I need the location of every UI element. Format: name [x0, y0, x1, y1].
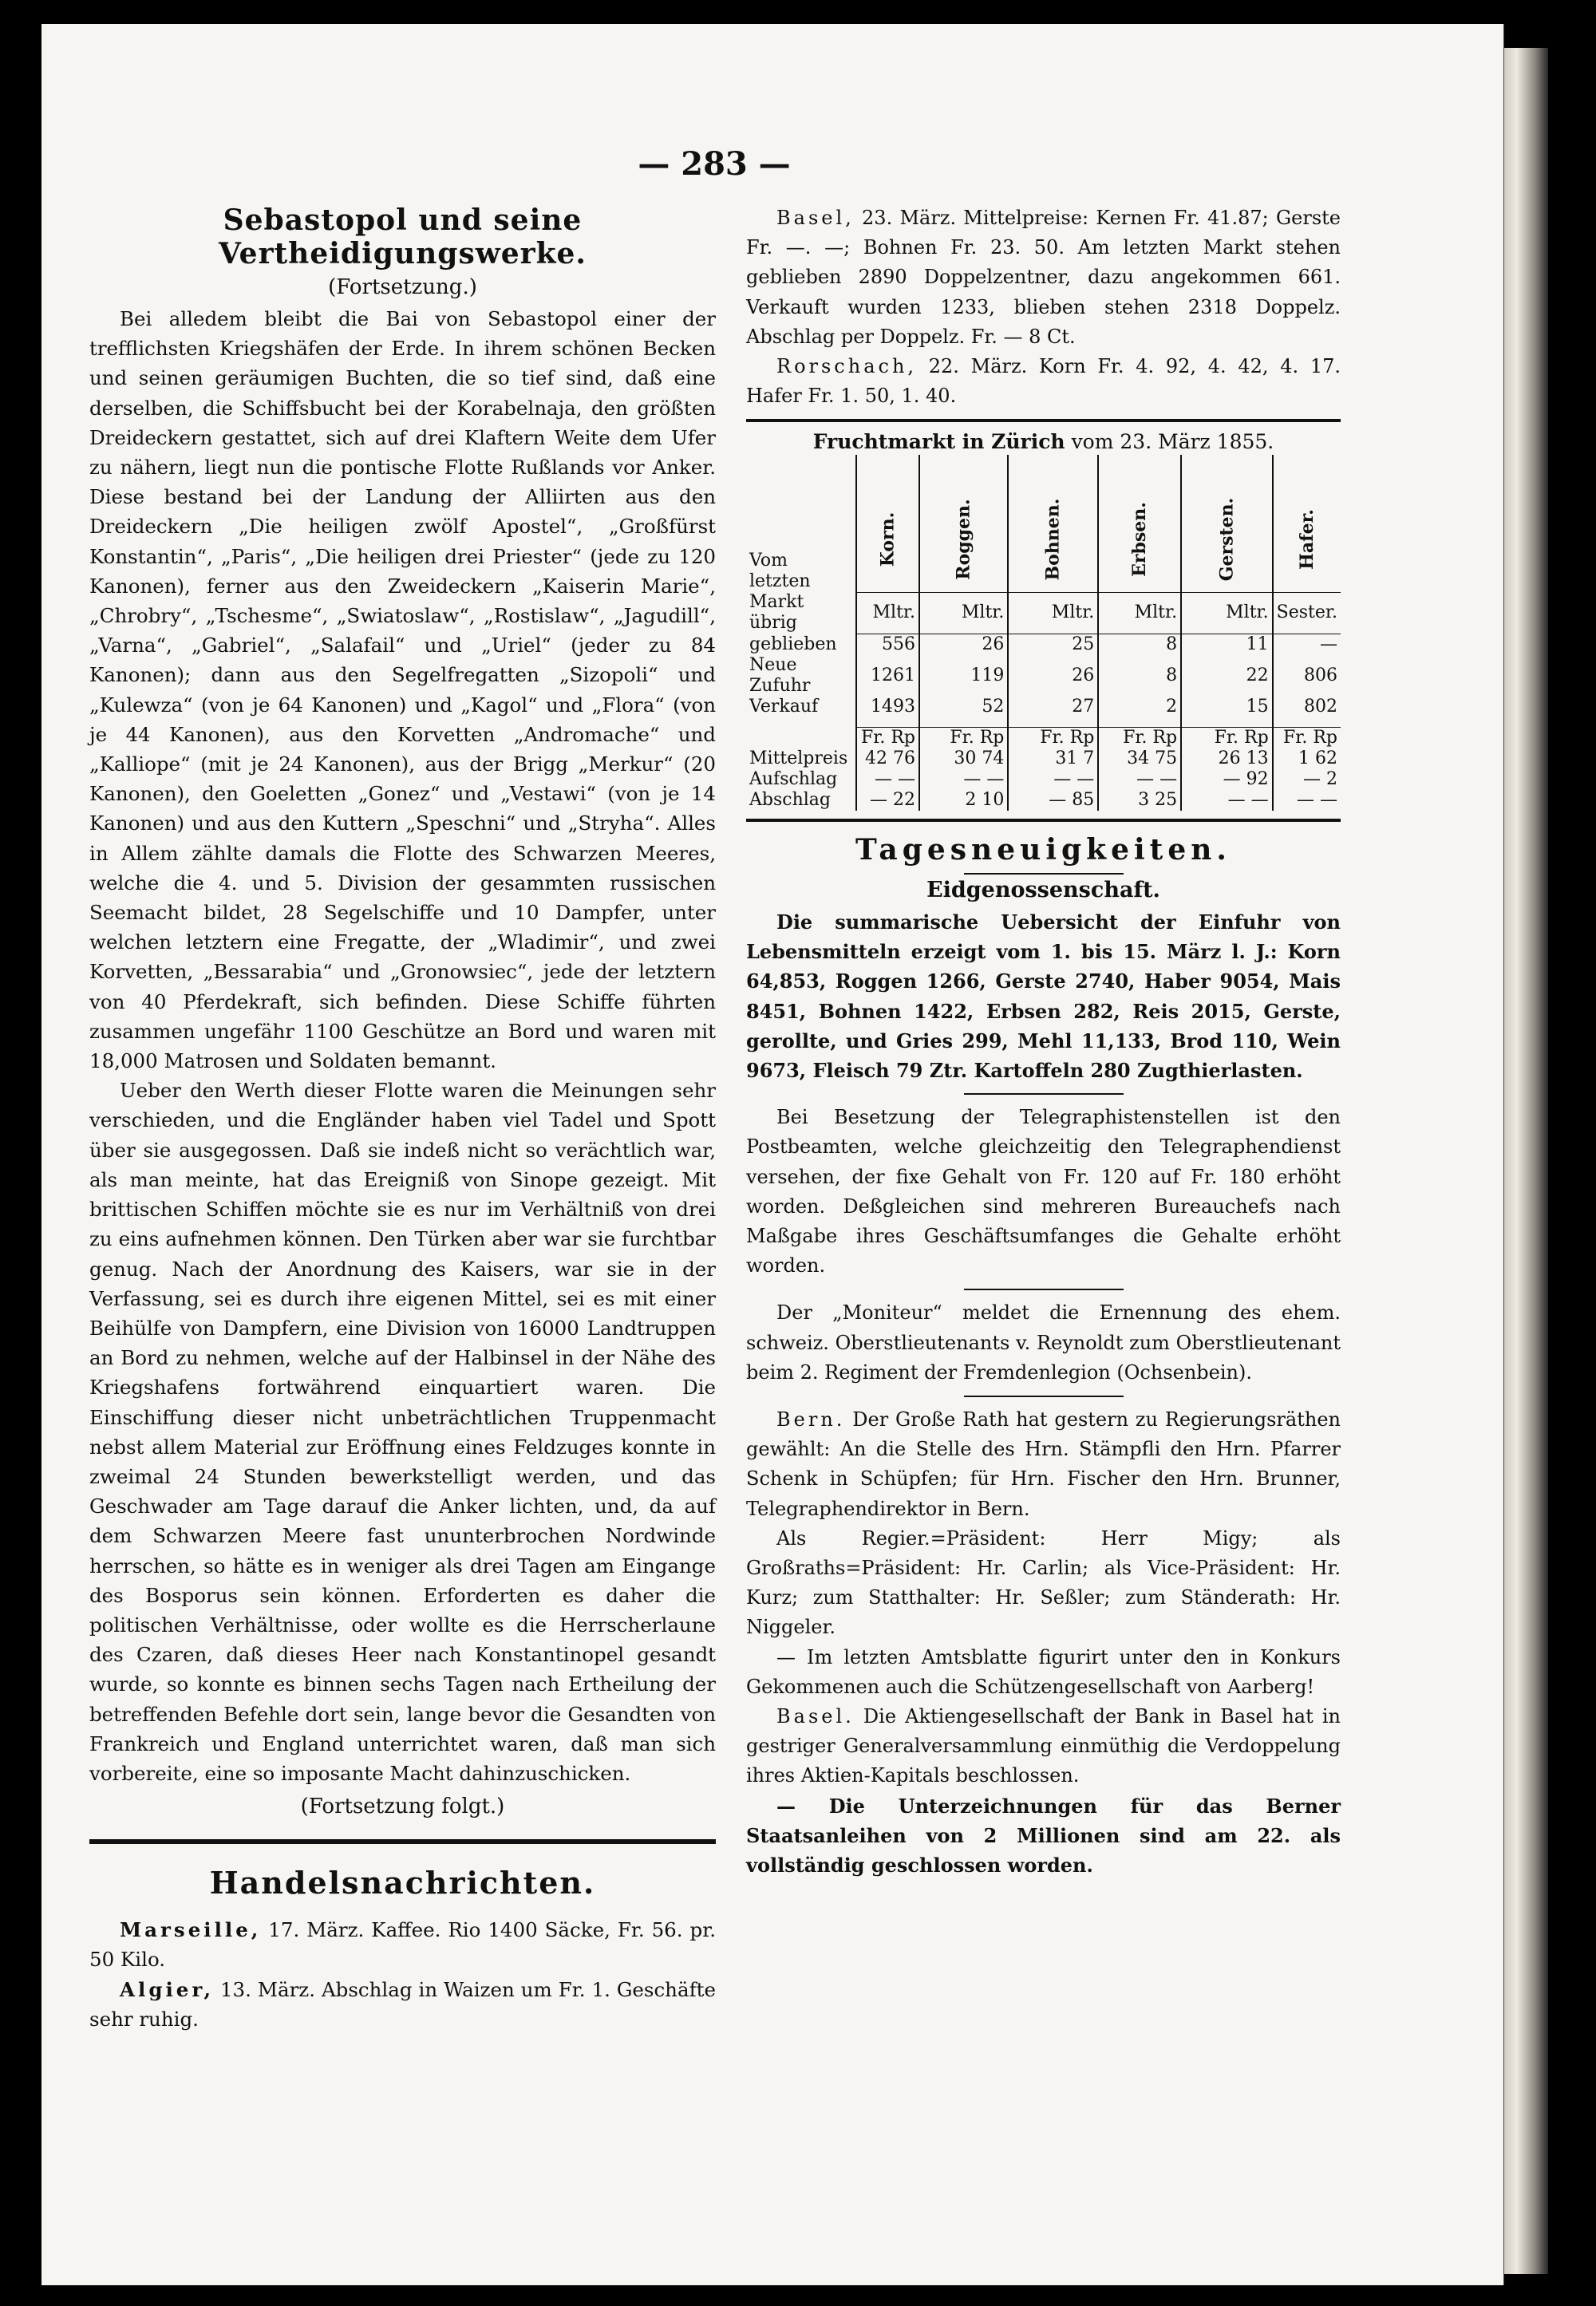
row-label: Markt übrig — [749, 592, 804, 634]
table-cell: 52 — [919, 697, 1008, 717]
unit-cell: Sester. — [1273, 592, 1341, 634]
page-number: — 283 — — [638, 145, 791, 183]
table-cell: — 2 — [1273, 769, 1341, 790]
rorschach-text: 22. März. Korn Fr. 4. 92, 4. 42, 4. 17. Hafer Fr. 1. 50, 1. 40. — [746, 355, 1341, 408]
market-unit-row — [746, 592, 1341, 634]
basel-place: Basel, — [776, 207, 855, 229]
trade-news-title: Handelsnachrichten. — [209, 1865, 596, 1901]
table-cell: 30 74 — [919, 748, 1008, 769]
unit-cell: Mltr. — [919, 592, 1008, 634]
market-frrp-row — [746, 727, 1341, 748]
market-col-header: Roggen. — [919, 455, 1008, 551]
table-cell: 1 62 — [1273, 748, 1341, 769]
table-cell: — — — [919, 769, 1008, 790]
eidg-paragraph: Die summarische Uebersicht der Einfuhr von Lebensmitteln erzeigt vom 1. bis 15. März l. J.: Korn 64,853, Roggen 1266, Gerste 2740, Haber 9054, Mais 8451, Bohnen 1422, Erbsen 282, Reis 2015, Gerste, gerollte, und Gries 299, Mehl 11,133, Brod 110, Wein 9673, Fleisch 79 Ztr. Kartoffeln 280 Zugthierlasten. — [746, 910, 1341, 1082]
table-cell: 22 — [1181, 655, 1273, 697]
bern-paragraph-2: Als Regier.=Präsident: Herr Migy; als Großraths=Präsident: Hr. Carlin; als Vice-Präsident: Hr. Kurz; zum Statthalter: Hr. Seßler; zum Ständerath: Hr. Niggeler. — [746, 1526, 1341, 1639]
fruit-market-table — [746, 455, 1341, 811]
eidg-title: Eidgenossenschaft. — [926, 877, 1160, 902]
trade-item-place: Algier, — [120, 1977, 214, 2001]
table-cell: — 22 — [856, 790, 919, 811]
bern-loan-paragraph: — Die Unterzeichnungen für das Berner Staatsanleihen von 2 Millionen sind am 22. als vollständig geschlossen worden. — [746, 1794, 1341, 1878]
telegraph-paragraph: Bei Besetzung der Telegraphistenstellen ist den Postbeamten, welche gleichzeitig den Telegraphendienst versehen, der fixe Gehalt von Fr. 120 auf Fr. 180 erhöht worden. Deßgleichen sind mehreren Bureauchefs nach Maßgabe ihres Geschäftsumfanges die Gehalte erhöht worden. — [746, 1106, 1341, 1277]
table-cell: 3 25 — [1098, 790, 1181, 811]
table-cell: 1493 — [856, 697, 919, 717]
unit-cell: Fr. Rp — [1181, 727, 1273, 748]
article-paragraph: Bei alledem bleibt die Bai von Sebastopol einer der trefflichsten Kriegshäfen der Erde. In ihrem schönen Becken und seinen geräumigen Buchten, die so tief sind, daß eine derselben, die Schiffsbucht bei der Korabelnaja, den größten Dreideckern gestattet, sich auf drei Klaftern Weite dem Ufer zu nähern, liegt nun die pontische Flotte Rußlands vor Anker. Diese bestand bei der Landung der Alliirten aus den Dreideckern „Die heiligen zwölf Apostel“, „Großfürst Konstantin“, „Paris“, „Die heiligen drei Priester“ (jede zu 120 Kanonen), ferner aus den Zweideckern „Kaiserin Marie“, „Chrobry“, „Tschesme“, „Swiatoslaw“, „Rostislaw“, „Jagudill“, „Varna“, „Gabriel“, „Salafail“ und „Uriel“ (jeder zu 84 Kanonen); dann aus den Segelfregatten „Sizopoli“ und „Kulewza“ (von je 64 Kanonen) und „Kagol“ und „Flora“ (von je 44 Kanonen), aus den Korvetten „Andromache“ und „Kalliope“ (mit je 24 Kanonen), aus der Brigg „Merkur“ (20 Kanonen), den Goeletten „Gonez“ und „Vestawi“ (von je 14 Kanonen) und aus den Kuttern „Speschni“ und „Stryha“. Alles in Allem zählte damals die Flotte des Schwarzen Meeres, welche die 4. und 5. Division der gesammten russischen Seemacht bildet, 28 Segelschiffe und 10 Dampfer, unter welchen letztern eine Fregatte, der „Wladimir“, und zwei Korvetten, „Bessarabia“ und „Gronowsiec“, jede der letztern von 40 Pferdekraft, sich befinden. Diese Schiffe führten zusammen ungefähr 1100 Geschütze an Bord und waren mit 18,000 Matrosen und Soldaten bemannt. — [89, 307, 716, 1073]
table-cell: 8 — [1098, 634, 1181, 655]
market-price-row — [746, 748, 1341, 769]
bern-place: Bern. — [776, 1408, 846, 1431]
trade-item-text: 13. März. Abschlag in Waizen um Fr. 1. Geschäfte sehr ruhig. — [89, 1977, 716, 2031]
table-cell: 31 7 — [1008, 748, 1098, 769]
table-cell: 11 — [1181, 634, 1273, 655]
table-cell: 8 — [1098, 655, 1181, 697]
unit-cell: Mltr. — [1181, 592, 1273, 634]
row-label: Abschlag — [749, 789, 831, 810]
market-col-header: Hafer. — [1273, 455, 1341, 551]
table-cell: — 92 — [1181, 769, 1273, 790]
table-cell: — — — [856, 769, 919, 790]
divider — [964, 1093, 1124, 1095]
row-label: geblieben — [749, 634, 837, 654]
market-row — [746, 697, 1341, 717]
unit-cell: Fr. Rp — [1273, 727, 1341, 748]
table-cell: — — — [1273, 790, 1341, 811]
table-cell: — — — [1008, 769, 1098, 790]
table-cell: — — [1273, 634, 1341, 655]
continued-note: (Fortsetzung folgt.) — [300, 1795, 505, 1819]
trade-item-text: 17. März. Kaffee. Rio 1400 Säcke, Fr. 56. pr. 50 Kilo. — [89, 1918, 717, 1972]
market-price-row — [746, 769, 1341, 790]
row-label: Verkauf — [749, 696, 819, 717]
table-cell: 15 — [1181, 697, 1273, 717]
unit-cell: Fr. Rp — [1008, 727, 1098, 748]
unit-cell: Fr. Rp — [919, 727, 1008, 748]
market-date: vom 23. März 1855. — [1071, 430, 1274, 454]
trade-item-place: Marseille, — [120, 1918, 262, 1942]
table-bottom-rule — [746, 819, 1341, 822]
left-column — [89, 203, 716, 2034]
moniteur-paragraph: Der „Moniteur“ meldet die Ernennung des ehem. schweiz. Oberstlieutenants v. Reynoldt zum Oberstlieutenant beim 2. Regiment der Fremdenlegion (Ochsenbein). — [746, 1301, 1341, 1384]
article-title: Sebastopol und seine Vertheidigungswerke. — [219, 203, 587, 270]
table-cell: 2 10 — [919, 790, 1008, 811]
table-cell: 119 — [919, 655, 1008, 697]
divider — [964, 1396, 1124, 1397]
market-table-title — [746, 430, 1341, 453]
table-cell: 27 — [1008, 697, 1098, 717]
table-cell: — — — [1181, 790, 1273, 811]
row-label: Neue Zufuhr — [749, 654, 811, 696]
market-col-header: Gersten. — [1181, 455, 1273, 551]
bern-paragraph — [746, 1405, 1341, 1524]
table-cell: 26 — [1008, 655, 1098, 697]
row-label: Mittelpreis — [749, 748, 848, 768]
table-cell: 42 76 — [856, 748, 919, 769]
table-cell: 25 — [1008, 634, 1098, 655]
divider — [964, 1289, 1124, 1290]
divider — [964, 873, 1124, 875]
market-header-row — [746, 455, 1341, 551]
section-divider — [89, 1839, 716, 1844]
basel2-text: Die Aktiengesellschaft der Bank in Basel hat in gestriger Generalversammlung einmüthig die Verdoppelung ihres Aktien-Kapitals beschlossen. — [746, 1705, 1341, 1787]
market-row — [746, 634, 1341, 655]
table-cell: 802 — [1273, 697, 1341, 717]
news-title: Tagesneuigkeiten. — [855, 832, 1231, 867]
table-cell: 556 — [856, 634, 919, 655]
rorschach-market-report — [746, 352, 1341, 411]
rorschach-place: Rorschach, — [776, 355, 918, 378]
table-cell: — — — [1098, 769, 1181, 790]
basel-market-report — [746, 203, 1341, 352]
right-column — [746, 203, 1341, 1880]
table-cell: 1261 — [856, 655, 919, 697]
unit-cell: Fr. Rp — [856, 727, 919, 748]
row-label: Aufschlag — [749, 768, 838, 789]
market-col-header: Erbsen. — [1098, 455, 1181, 551]
table-cell: 34 75 — [1098, 748, 1181, 769]
market-col-header: Korn. — [856, 455, 919, 551]
market-header-label — [746, 455, 856, 551]
table-cell: 806 — [1273, 655, 1341, 697]
market-title: Fruchtmarkt in Zürich — [812, 430, 1065, 454]
book-spine-edge — [1503, 48, 1548, 2274]
trade-item — [89, 1975, 716, 2034]
table-cell: — 85 — [1008, 790, 1098, 811]
article-subtitle: (Fortsetzung.) — [328, 275, 477, 299]
basel-bank-paragraph — [746, 1702, 1341, 1791]
table-cell: 2 — [1098, 697, 1181, 717]
bern-paragraph-3: — Im letzten Amtsblatte figurirt unter den in Konkurs Gekommenen auch die Schützengesellschaft von Aarberg! — [746, 1645, 1341, 1698]
market-col-header: Bohnen. — [1008, 455, 1098, 551]
row-label: Vom letzten — [749, 551, 811, 592]
basel-text: 23. März. Mittelpreise: Kernen Fr. 41.87; Gerste Fr. —. —; Bohnen Fr. 23. 50. Am letzten Markt stehen geblieben 2890 Doppelzentner, dazu angekommen 661. Verkauft wurden 1233, blieben stehen 2318 Doppelz. Abschlag per Doppelz. Fr. — 8 Ct. — [746, 207, 1341, 348]
bern-text: Der Große Rath hat gestern zu Regierungsräthen gewählt: An die Stelle des Hrn. Stämpfli den Hrn. Pfarrer Schenk in Schüpfen; für Hrn. Fischer den Hrn. Brunner, Telegraphendirektor in Bern. — [746, 1408, 1341, 1520]
table-top-rule — [746, 419, 1341, 422]
table-cell: 26 — [919, 634, 1008, 655]
unit-cell: Mltr. — [1098, 592, 1181, 634]
market-row — [746, 655, 1341, 697]
market-price-row — [746, 790, 1341, 811]
unit-cell: Mltr. — [1008, 592, 1098, 634]
unit-cell: Fr. Rp — [1098, 727, 1181, 748]
basel2-place: Basel. — [776, 1705, 855, 1728]
table-cell: 26 13 — [1181, 748, 1273, 769]
unit-cell: Mltr. — [856, 592, 919, 634]
trade-item — [89, 1915, 716, 1974]
article-paragraph: Ueber den Werth dieser Flotte waren die Meinungen sehr verschieden, und die Engländer haben viel Tadel und Spott über sie ausgegossen. Daß sie indeß nicht so verächtlich war, als man meinte, hat das Ereigniß von Sinope gezeigt. Mit brittischen Schiffen möchte sie es nur im Verhältniß von drei zu eins aufnehmen können. Den Türken aber war sie furchtbar genug. Nach der Anordnung des Kaisers, war sie in der Verfassung, sei es durch ihre eigenen Mittel, sei es mit einer Beihülfe von Dampfern, eine Division von 16000 Landtruppen an Bord zu nehmen, welche auf der Halbinsel in der Nähe des Kriegshafens fortwährend einquartiert waren. Die Einschiffung dieser nicht unbeträchtlichen Truppenmacht nebst allem Material zur Eröffnung eines Feldzuges konnte in zweimal 24 Stunden bewerkstelligt werden, und das Geschwader am Tage darauf die Anker lichten, und, da auf dem Schwarzen Meere fast ununterbrochen Nordwinde herrschen, so hätte es in weniger als drei Tagen am Eingange des Bosporus sein können. Erforderten es daher die politischen Verhältnisse, oder wollte es die Herrscherlaune des Czaren, daß dieses Heer nach Konstantinopel gesandt wurde, so konnte es binnen sechs Tagen nach Ertheilung der betreffenden Befehle dort sein, lange bevor die Gesandten von Frankreich und England unterrichtet waren, daß man sich vorbereite, eine so imposante Macht dahinzuschicken. — [89, 1079, 716, 1785]
